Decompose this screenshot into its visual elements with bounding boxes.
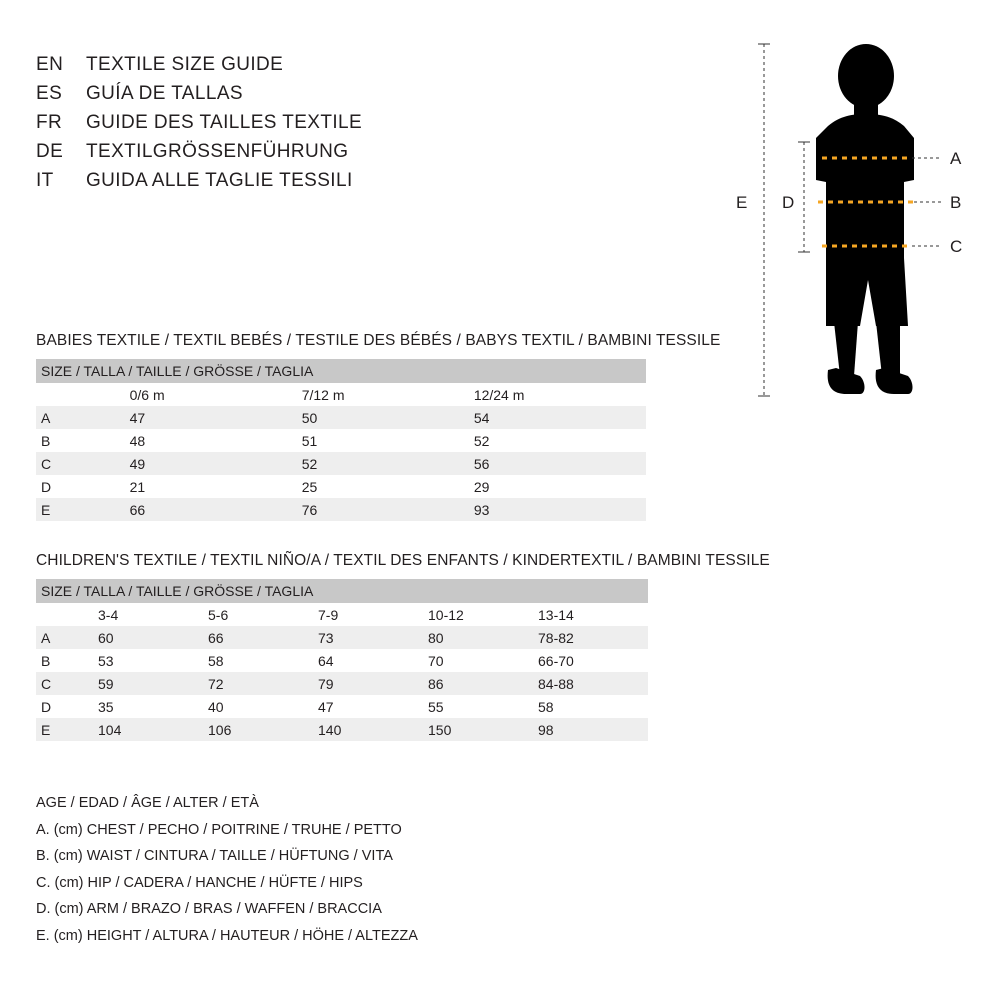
cell-value: 66-70 (538, 649, 648, 672)
babies-section-title: BABIES TEXTILE / TEXTIL BEBÉS / TESTILE DES BÉBÉS / BABYS TEXTIL / BAMBINI TESSILE (36, 332, 721, 349)
cell-value: 60 (98, 626, 208, 649)
row-label: A (36, 406, 130, 429)
children-table-header: SIZE / TALLA / TAILLE / GRÖSSE / TAGLIA (36, 579, 648, 603)
cell-value: 80 (428, 626, 538, 649)
cell-value: 66 (130, 498, 302, 521)
table-row (36, 695, 648, 718)
children-section-title: CHILDREN'S TEXTILE / TEXTIL NIÑO/A / TEXTIL DES ENFANTS / KINDERTEXTIL / BAMBINI TESSILE (36, 552, 770, 569)
cell-value: 58 (208, 649, 318, 672)
language-code: IT (36, 170, 54, 191)
empty-corner-cell (36, 603, 98, 626)
babies-size-table (36, 359, 646, 521)
row-label: E (36, 718, 98, 741)
column-header: 0/6 m (130, 383, 302, 406)
legend-item: AGE / EDAD / ÂGE / ALTER / ETÀ (36, 795, 259, 811)
cell-value: 86 (428, 672, 538, 695)
table-row (36, 649, 648, 672)
language-title: TEXTILGRÖSSENFÜHRUNG (86, 141, 349, 162)
cell-value: 76 (302, 498, 474, 521)
cell-value: 140 (318, 718, 428, 741)
row-label: D (36, 475, 130, 498)
babies-textile-section (36, 332, 721, 521)
table-row (36, 672, 648, 695)
legend-item: D. (cm) ARM / BRAZO / BRAS / WAFFEN / BRACCIA (36, 901, 382, 917)
cell-value: 58 (538, 695, 648, 718)
cell-value: 53 (98, 649, 208, 672)
table-row (36, 626, 648, 649)
babies-table-header: SIZE / TALLA / TAILLE / GRÖSSE / TAGLIA (36, 359, 646, 383)
row-label: A (36, 626, 98, 649)
table-row (36, 718, 648, 741)
cell-value: 54 (474, 406, 646, 429)
table-column-row (36, 383, 646, 406)
cell-value: 50 (302, 406, 474, 429)
row-label: D (36, 695, 98, 718)
cell-value: 29 (474, 475, 646, 498)
column-header: 5-6 (208, 603, 318, 626)
column-header: 13-14 (538, 603, 648, 626)
cell-value: 84-88 (538, 672, 648, 695)
cell-value: 48 (130, 429, 302, 452)
cell-value: 106 (208, 718, 318, 741)
cell-value: 47 (318, 695, 428, 718)
children-size-table (36, 579, 648, 741)
figure-label-d: D (782, 193, 795, 212)
column-header: 7-9 (318, 603, 428, 626)
language-row (36, 166, 556, 195)
cell-value: 47 (130, 406, 302, 429)
column-header: 3-4 (98, 603, 208, 626)
language-row (36, 79, 556, 108)
cell-value: 72 (208, 672, 318, 695)
cell-value: 70 (428, 649, 538, 672)
legend-item: C. (cm) HIP / CADERA / HANCHE / HÜFTE / HIPS (36, 874, 363, 891)
table-row (36, 429, 646, 452)
table-row (36, 475, 646, 498)
cell-value: 55 (428, 695, 538, 718)
cell-value: 21 (130, 475, 302, 498)
legend-item: A. (cm) CHEST / PECHO / POITRINE / TRUHE / PETTO (36, 821, 402, 838)
language-header-block (36, 50, 556, 195)
cell-value: 79 (318, 672, 428, 695)
cell-value: 98 (538, 718, 648, 741)
language-row (36, 108, 556, 137)
cell-value: 150 (428, 718, 538, 741)
cell-value: 104 (98, 718, 208, 741)
language-code: ES (36, 83, 63, 104)
legend-item: B. (cm) WAIST / CINTURA / TAILLE / HÜFTUNG / VITA (36, 848, 393, 864)
empty-corner-cell (36, 383, 130, 406)
language-code: EN (36, 54, 64, 75)
cell-value: 73 (318, 626, 428, 649)
figure-label-b: B (950, 193, 962, 212)
cell-value: 66 (208, 626, 318, 649)
child-silhouette-icon (816, 44, 914, 394)
cell-value: 52 (302, 452, 474, 475)
cell-value: 93 (474, 498, 646, 521)
row-label: B (36, 429, 130, 452)
column-header: 10-12 (428, 603, 538, 626)
legend-item: E. (cm) HEIGHT / ALTURA / HAUTEUR / HÖHE / ALTEZZA (36, 927, 418, 944)
figure-label-a: A (950, 149, 962, 168)
figure-label-c: C (950, 237, 963, 256)
language-title: GUIDE DES TAILLES TEXTILE (86, 112, 363, 133)
cell-value: 59 (98, 672, 208, 695)
measurement-legend (36, 790, 418, 949)
row-label: C (36, 452, 130, 475)
table-header-row (36, 579, 648, 603)
table-row (36, 406, 646, 429)
cell-value: 64 (318, 649, 428, 672)
cell-value: 25 (302, 475, 474, 498)
cell-value: 49 (130, 452, 302, 475)
row-label: C (36, 672, 98, 695)
language-title: GUÍA DE TALLAS (86, 83, 243, 104)
row-label: E (36, 498, 130, 521)
cell-value: 56 (474, 452, 646, 475)
column-header: 12/24 m (474, 383, 646, 406)
child-measurement-figure (700, 30, 980, 420)
language-title: TEXTILE SIZE GUIDE (86, 54, 284, 75)
table-row (36, 498, 646, 521)
language-code: DE (36, 141, 64, 162)
language-row (36, 50, 556, 79)
figure-label-e: E (736, 193, 748, 212)
row-label: B (36, 649, 98, 672)
language-title: GUIDA ALLE TAGLIE TESSILI (86, 170, 353, 191)
cell-value: 78-82 (538, 626, 648, 649)
column-header: 7/12 m (302, 383, 474, 406)
table-header-row (36, 359, 646, 383)
children-textile-section (36, 552, 770, 741)
cell-value: 52 (474, 429, 646, 452)
cell-value: 35 (98, 695, 208, 718)
table-column-row (36, 603, 648, 626)
language-code: FR (36, 112, 63, 133)
cell-value: 51 (302, 429, 474, 452)
table-row (36, 452, 646, 475)
language-row (36, 137, 556, 166)
cell-value: 40 (208, 695, 318, 718)
